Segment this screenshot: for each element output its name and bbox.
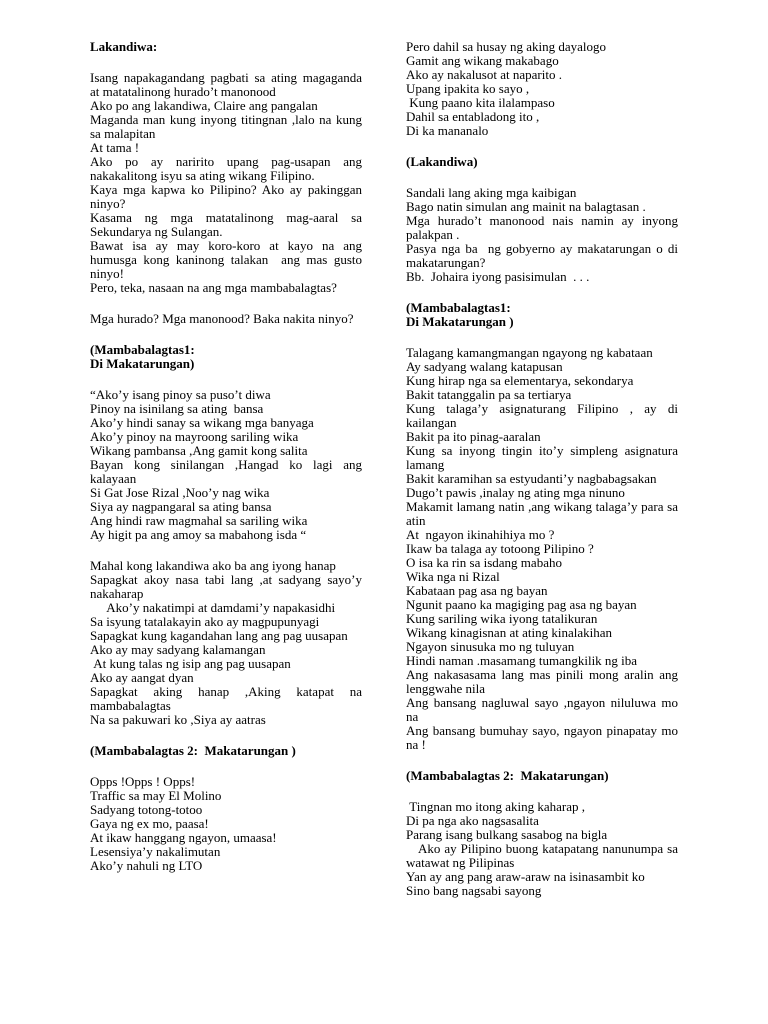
text-line: Bakit tatanggalin pa sa tertiarya	[406, 387, 572, 402]
text-line: Na sa pakuwari ko ,Siya ay aatras	[90, 712, 266, 727]
text-line: (Mambabalagtas 2: Makatarungan)	[406, 768, 609, 783]
section-heading	[90, 744, 362, 758]
text-line: Kung hirap nga sa elementarya, sekondarya	[406, 373, 634, 388]
text-line: Wikang pambansa ,Ang gamit kong salita	[90, 443, 308, 458]
text-line: Ako ay may sadyang kalamangan	[90, 642, 266, 657]
section-heading	[406, 301, 678, 329]
text-line: Di ka mananalo	[406, 123, 489, 138]
text-line: Ako ay aangat dyan	[90, 670, 194, 685]
text-line: Isang napakagandang pagbati sa ating magaganda at matatalinong hurado’t manonood	[90, 70, 366, 99]
text-line: Parang isang bulkang sasabog na bigla	[406, 827, 608, 842]
text-line: O isa ka rin sa isdang mabaho	[406, 555, 562, 570]
text-line: At ikaw hanggang ngayon, umaasa!	[90, 830, 277, 845]
text-line: Dahil sa entabladong ito ,	[406, 109, 540, 124]
text-line: Pinoy na isinilang sa ating bansa	[90, 401, 264, 416]
text-line: Bakit karamihan sa estyudanti’y nagbabagsakan	[406, 471, 657, 486]
section-heading	[406, 155, 678, 169]
text-line: Sa isyung tatalakayin ako ay magpupunyagi	[90, 614, 320, 629]
text-line: Wikang kinagisnan at ating kinalakihan	[406, 625, 612, 640]
text-line: Yan ay ang pang araw-araw na isinasambit ko	[406, 869, 645, 884]
text-line: Ang nakasasama lang mas pinili mong aralin ang lenggwahe nila	[406, 667, 682, 696]
text-line: Kasama ng mga matatalinong mag-aaral sa Sekundarya ng Sulangan.	[90, 210, 366, 239]
verse-paragraph	[406, 799, 682, 898]
text-line: Ngayon sinusuka mo ng tuluyan	[406, 639, 575, 654]
text-line: Ang hindi raw magmahal sa sariling wika	[90, 513, 308, 528]
text-line: Kaya mga kapwa ko Pilipino? Ako ay pakinggan ninyo?	[90, 182, 366, 211]
text-line: Mga hurado? Mga manonood? Baka nakita ninyo?	[90, 311, 354, 326]
verse-paragraph	[90, 70, 366, 295]
text-line: Ako ay nakalusot at naparito .	[406, 67, 562, 82]
text-line: Dugo’t pawis ,inalay ng ating mga ninuno	[406, 485, 625, 500]
text-line: Hindi naman .masamang tumangkilik ng iba	[406, 653, 638, 668]
text-line: Opps !Opps ! Opps!	[90, 774, 196, 789]
text-line: Mga hurado’t manonood nais namin ay inyong palakpan .	[406, 213, 682, 242]
text-line: Lakandiwa:	[90, 39, 158, 54]
text-line: Talagang kamangmangan ngayong ng kabataan	[406, 345, 653, 360]
text-line: Mahal kong lakandiwa ako ba ang iyong hanap	[90, 558, 336, 573]
text-line: Di Makatarungan )	[406, 314, 514, 329]
text-line: Ako po ang lakandiwa, Claire ang pangalan	[90, 98, 318, 113]
text-line: Kung talaga’y asignaturang Filipino , ay di kailangan	[406, 401, 682, 430]
text-line: Ang bansang nagluwal sayo ,ngayon niluluwa mo na	[406, 695, 682, 724]
verse-paragraph	[406, 40, 678, 138]
text-line: (Mambabalagtas1:	[90, 342, 195, 357]
right-column	[406, 39, 682, 915]
text-line: Ang bansang bumuhay sayo, ngayon pinapatay mo na !	[406, 723, 682, 752]
text-line: Sapagkat kung kagandahan lang ang pag uusapan	[90, 628, 348, 643]
text-line: Pasya nga ba ng gobyerno ay makatarungan o di makatarungan?	[406, 241, 682, 270]
text-line: Tingnan mo itong aking kaharap ,	[406, 799, 585, 814]
text-line: Traffic sa may El Molino	[90, 788, 222, 803]
text-line: Sino bang nagsabi sayong	[406, 883, 542, 898]
text-line: (Mambabalagtas1:	[406, 300, 511, 315]
verse-paragraph	[90, 312, 362, 326]
text-line: Bb. Johaira iyong pasisimulan . . .	[406, 269, 590, 284]
text-line: Ako’y nahuli ng LTO	[90, 858, 203, 873]
text-line: Sapagkat aking hanap ,Aking katapat na mambabalagtas	[90, 684, 366, 713]
text-line: Bakit pa ito pinag-aaralan	[406, 429, 541, 444]
text-line: Sandali lang aking mga kaibigan	[406, 185, 577, 200]
text-line: (Lakandiwa)	[406, 154, 478, 169]
text-line: Kung sa inyong tingin ito’y simpleng asignatura lamang	[406, 443, 682, 472]
section-heading	[90, 40, 362, 54]
text-line: Pero, teka, nasaan na ang mga mambabalagtas?	[90, 280, 337, 295]
text-line: Ako’y hindi sanay sa wikang mga banyaga	[90, 415, 314, 430]
text-line: Ako’y pinoy na mayroong sariling wika	[90, 429, 299, 444]
text-line: Di pa nga ako nagsasalita	[406, 813, 539, 828]
text-line: Kabataan pag asa ng bayan	[406, 583, 548, 598]
text-line: Ay higit pa ang amoy sa mabahong isda “	[90, 527, 307, 542]
text-line: At kung talas ng isip ang pag uusapan	[90, 656, 291, 671]
left-column	[90, 39, 366, 890]
text-line: Makamit lamang natin ,ang wikang talaga’y para sa atin	[406, 499, 682, 528]
verse-paragraph	[406, 345, 682, 752]
text-line: Lesensiya’y nakalimutan	[90, 844, 221, 859]
verse-paragraph	[90, 387, 366, 542]
text-line: At ngayon ikinahihiya mo ?	[406, 527, 555, 542]
text-line: Bago natin simulan ang mainit na balagtasan .	[406, 199, 646, 214]
text-line: Ako po ay naririto upang pag-usapan ang nakakalitong isyu sa ating wikang Filipino.	[90, 154, 366, 183]
text-line: Ngunit paano ka magiging pag asa ng bayan	[406, 597, 637, 612]
verse-paragraph	[406, 185, 682, 284]
text-line: (Mambabalagtas 2: Makatarungan )	[90, 743, 296, 758]
text-line: Ay sadyang walang katapusan	[406, 359, 563, 374]
text-line: Bayan kong sinilangan ,Hangad ko lagi ang kalayaan	[90, 457, 366, 486]
section-heading	[90, 343, 362, 371]
text-line: Di Makatarungan)	[90, 356, 195, 371]
text-line: Ikaw ba talaga ay totoong Pilipino ?	[406, 541, 594, 556]
text-line: Ako ay Pilipino buong katapatang nanunumpa sa watawat ng Pilipinas	[406, 841, 682, 870]
text-line: Gaya ng ex mo, paasa!	[90, 816, 209, 831]
text-line: “Ako’y isang pinoy sa puso’t diwa	[90, 387, 271, 402]
text-line: Ako’y nakatimpi at damdami’y napakasidhi	[90, 600, 336, 615]
text-line: Sapagkat akoy nasa tabi lang ,at sadyang sayo’y nakaharap	[90, 572, 366, 601]
text-line: Siya ay nagpangaral sa ating bansa	[90, 499, 272, 514]
text-line: Gamit ang wikang makabago	[406, 53, 559, 68]
text-line: Pero dahil sa husay ng aking dayalogo	[406, 39, 607, 54]
section-heading	[406, 769, 678, 783]
verse-paragraph	[90, 558, 366, 727]
verse-paragraph	[90, 775, 362, 873]
text-line: Si Gat Jose Rizal ,Noo’y nag wika	[90, 485, 270, 500]
text-line: Upang ipakita ko sayo ,	[406, 81, 530, 96]
text-line: At tama !	[90, 140, 140, 155]
text-line: Bawat isa ay may koro-koro at kayo na ang humusga kong kaninong talakan ang mas gusto ninyo!	[90, 238, 366, 281]
text-line: Kung paano kita ilalampaso	[406, 95, 555, 110]
text-line: Sadyang totong-totoo	[90, 802, 203, 817]
text-line: Wika nga ni Rizal	[406, 569, 500, 584]
text-line: Kung sariling wika iyong tatalikuran	[406, 611, 598, 626]
text-line: Maganda man kung inyong titingnan ,lalo na kung sa malapitan	[90, 112, 366, 141]
